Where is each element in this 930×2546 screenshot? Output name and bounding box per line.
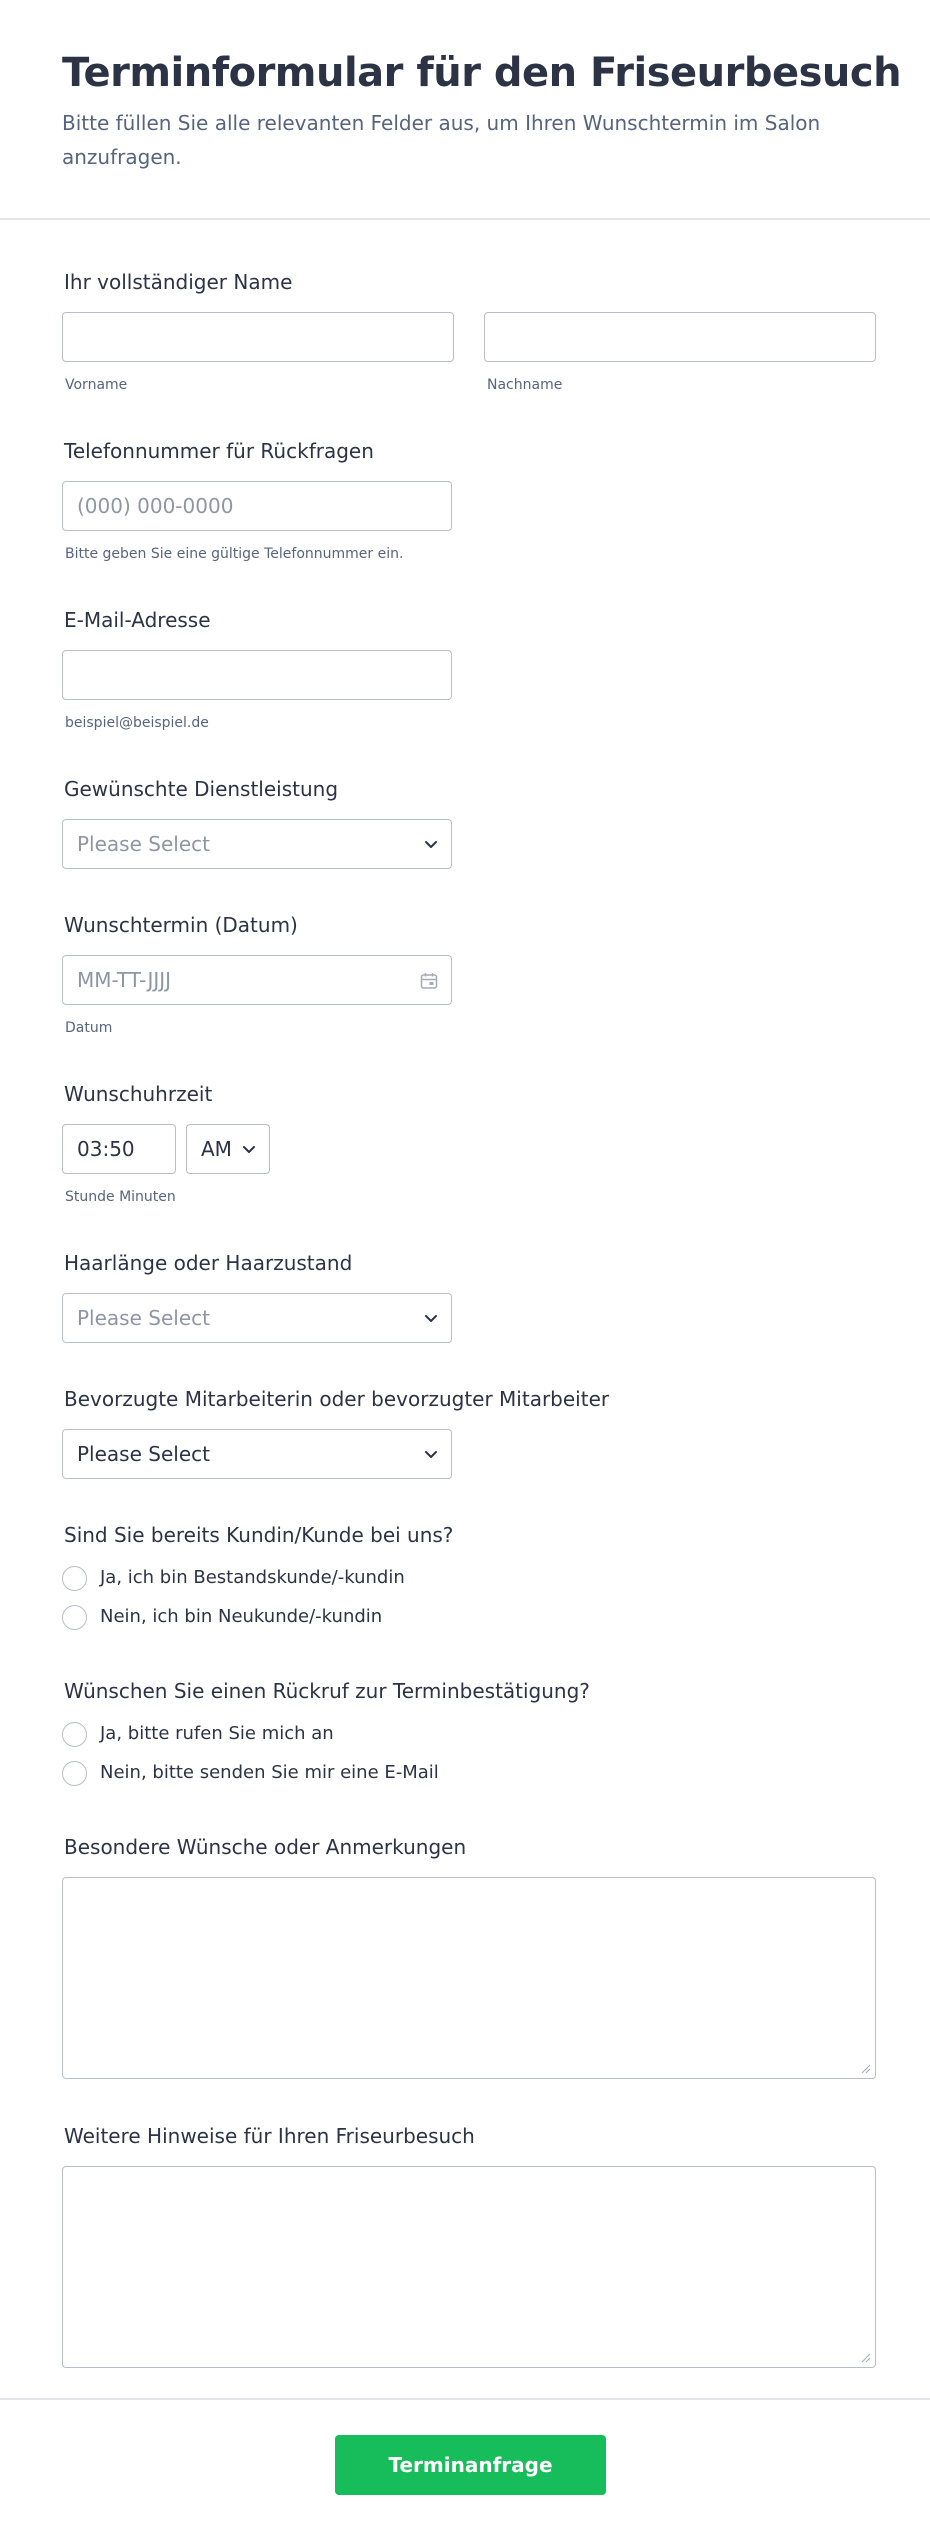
ampm-select[interactable] [186, 1124, 270, 1174]
staff-label: Bevorzugte Mitarbeiterin oder bevorzugter Mitarbeiter [64, 1387, 610, 1411]
radio-label: Ja, ich bin Bestandskunde/-kundin [100, 1567, 405, 1588]
customer-label: Sind Sie bereits Kundin/Kunde bei uns? [64, 1523, 454, 1547]
email-sublabel: beispiel@beispiel.de [65, 715, 209, 731]
date-sublabel: Datum [65, 1020, 113, 1036]
service-label: Gewünschte Dienstleistung [64, 777, 339, 801]
hair-select[interactable] [62, 1293, 452, 1343]
radio-label: Nein, ich bin Neukunde/-kundin [100, 1606, 383, 1627]
hair-label: Haarlänge oder Haarzustand [64, 1251, 353, 1275]
name-label: Ihr vollständiger Name [64, 270, 293, 294]
time-value: 03:50 [77, 1137, 135, 1161]
phone-label: Telefonnummer für Rückfragen [64, 439, 374, 463]
phone-sublabel: Bitte geben Sie eine gültige Telefonnummer ein. [65, 546, 404, 562]
callback-label: Wünschen Sie einen Rückruf zur Terminbestätigung? [64, 1679, 590, 1703]
radio-button[interactable] [62, 1722, 87, 1747]
resize-handle-icon[interactable] [859, 2062, 871, 2074]
chevron-down-icon [421, 1444, 441, 1464]
service-selected: Please Select [77, 832, 210, 856]
email-label: E-Mail-Adresse [64, 608, 211, 632]
ampm-value: AM [201, 1137, 232, 1161]
chevron-down-icon [421, 834, 441, 854]
wishes-label: Besondere Wünsche oder Anmerkungen [64, 1835, 467, 1859]
chevron-down-icon [239, 1139, 259, 1159]
date-label: Wunschtermin (Datum) [64, 913, 298, 937]
phone-input[interactable] [62, 481, 452, 531]
calendar-icon[interactable] [419, 971, 439, 991]
time-sublabel: Stunde Minuten [65, 1189, 176, 1205]
form-subtitle: Bitte füllen Sie alle relevanten Felder aus, um Ihren Wunschtermin im Salon anzufragen. [62, 111, 821, 169]
radio-label: Nein, bitte senden Sie mir eine E-Mail [100, 1762, 439, 1783]
submit-button[interactable]: Terminanfrage absenden [335, 2435, 606, 2495]
last-name-sublabel: Nachname [487, 377, 563, 393]
date-input[interactable] [62, 955, 452, 1005]
time-label: Wunschuhrzeit [64, 1082, 213, 1106]
wishes-textarea[interactable] [62, 1877, 876, 2079]
resize-handle-icon[interactable] [859, 2351, 871, 2363]
hair-selected: Please Select [77, 1306, 210, 1330]
chevron-down-icon [421, 1308, 441, 1328]
staff-selected: Please Select [77, 1442, 210, 1466]
notes-label: Weitere Hinweise für Ihren Friseurbesuch [64, 2124, 475, 2148]
form-header [0, 0, 930, 220]
service-select[interactable] [62, 819, 452, 869]
form-title: Terminformular für den Friseurbesuch [62, 50, 902, 96]
phone-placeholder: (000) 000-0000 [77, 494, 234, 518]
email-input[interactable] [62, 650, 452, 700]
first-name-input[interactable] [62, 312, 454, 362]
radio-label: Ja, bitte rufen Sie mich an [100, 1723, 334, 1744]
staff-select[interactable] [62, 1429, 452, 1479]
last-name-input[interactable] [484, 312, 876, 362]
radio-button[interactable] [62, 1566, 87, 1591]
first-name-sublabel: Vorname [65, 377, 128, 393]
time-input[interactable] [62, 1124, 176, 1174]
date-placeholder: MM-TT-JJJJ [77, 968, 172, 992]
radio-button[interactable] [62, 1761, 87, 1786]
notes-textarea[interactable] [62, 2166, 876, 2368]
radio-button[interactable] [62, 1605, 87, 1630]
